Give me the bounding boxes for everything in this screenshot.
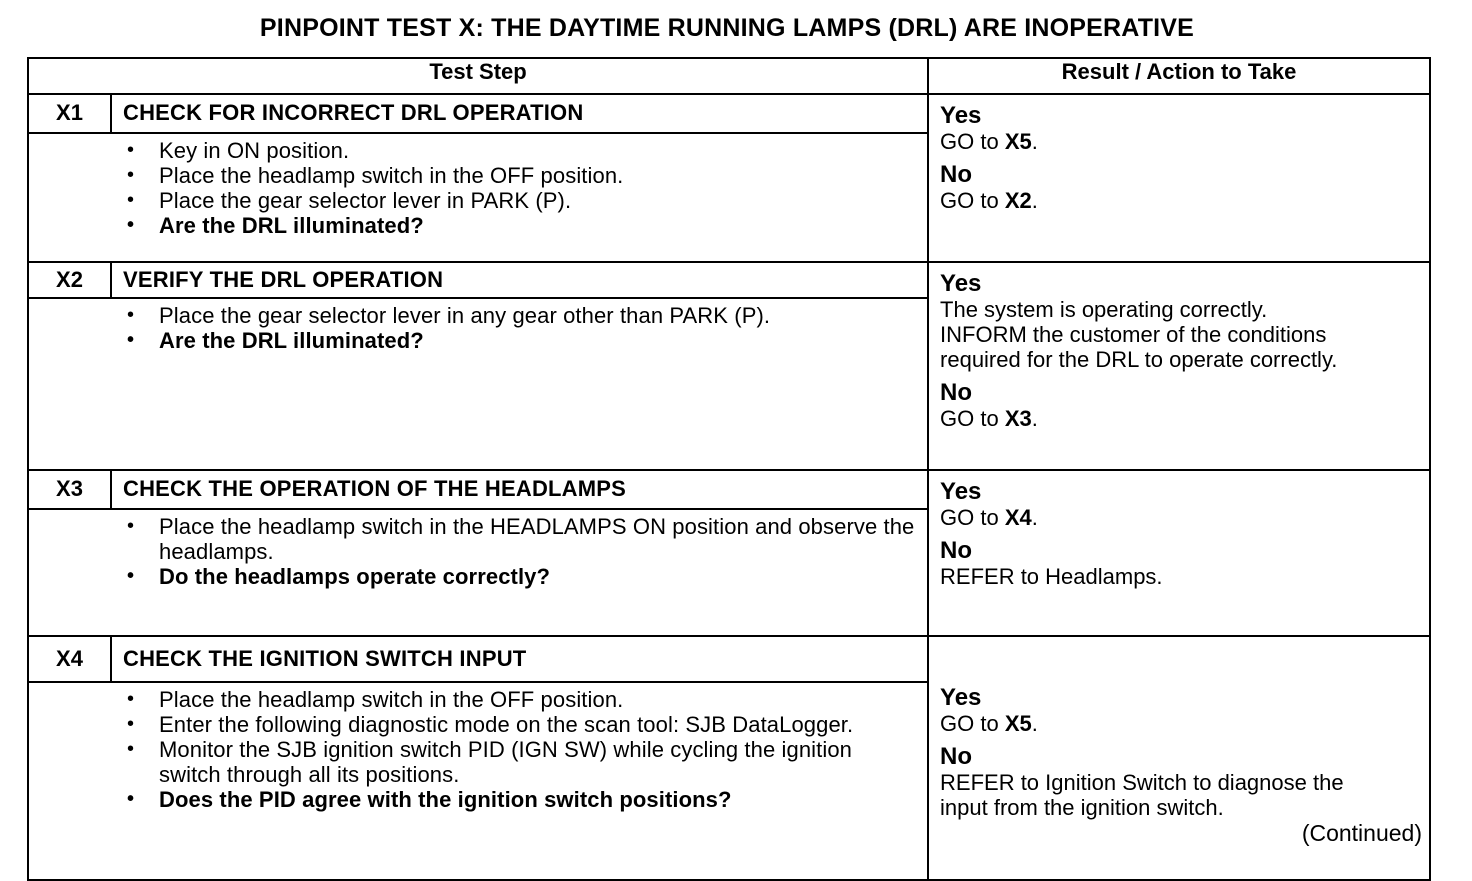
step-reference: X4 <box>1004 505 1032 530</box>
no-label: No <box>940 537 973 564</box>
instruction-question: • Are the DRL illuminated? <box>119 328 917 353</box>
instruction-list <box>119 138 917 238</box>
instruction-item: • Place the headlamp switch in the OFF position. <box>119 163 917 188</box>
instruction-item: • Monitor the SJB ignition switch PID (IGN SW) while cycling the ignition switch through all its positions. <box>119 737 917 787</box>
step-id: X4 <box>28 636 111 682</box>
header-test-step: Test Step <box>28 58 928 94</box>
no-action: GO to X2. <box>940 188 1038 213</box>
instruction-list-cell <box>111 682 928 880</box>
page-title: PINPOINT TEST X: THE DAYTIME RUNNING LAMPS (DRL) ARE INOPERATIVE <box>259 14 1195 42</box>
instruction-question: • Do the headlamps operate correctly? <box>119 564 917 589</box>
instruction-item: • Enter the following diagnostic mode on the scan tool: SJB DataLogger. <box>119 712 917 737</box>
yes-label: Yes <box>940 102 982 129</box>
step-row-x1 <box>28 94 1430 133</box>
header-result: Result / Action to Take <box>928 58 1430 94</box>
instruction-list-cell <box>111 509 928 636</box>
result-cell <box>928 262 1430 470</box>
yes-action: The system is operating correctly. INFORM the customer of the conditions required for the DRL to operate correctly. <box>940 297 1338 372</box>
no-label: No <box>940 379 973 406</box>
instruction-item: • Key in ON position. <box>119 138 917 163</box>
instruction-question: • Are the DRL illuminated? <box>119 213 917 238</box>
instruction-question: • Does the PID agree with the ignition switch positions? <box>119 787 917 812</box>
step-row-x3 <box>28 470 1430 509</box>
step-id: X1 <box>28 94 111 133</box>
step-reference: X2 <box>1004 188 1032 213</box>
instruction-item: • Place the headlamp switch in the HEADLAMPS ON position and observe the headlamps. <box>119 514 917 564</box>
result-cell <box>928 94 1430 262</box>
step-reference: X3 <box>1004 406 1032 431</box>
table-header-row <box>28 58 1430 94</box>
yes-label: Yes <box>940 270 982 297</box>
instruction-list-cell <box>111 298 928 470</box>
step-row-x4 <box>28 636 1430 682</box>
step-heading: CHECK THE IGNITION SWITCH INPUT <box>111 636 928 682</box>
yes-label: Yes <box>940 478 982 505</box>
yes-action: GO to X5. <box>940 711 1038 736</box>
step-reference: X5 <box>1004 129 1032 154</box>
instruction-list <box>119 303 917 353</box>
step-heading: VERIFY THE DRL OPERATION <box>111 262 928 298</box>
no-action: REFER to Ignition Switch to diagnose the input from the ignition switch. <box>940 770 1344 820</box>
step-reference: X5 <box>1004 711 1032 736</box>
instruction-item: • Place the headlamp switch in the OFF position. <box>119 687 917 712</box>
instruction-list-cell <box>111 133 928 262</box>
step-id: X3 <box>28 470 111 509</box>
yes-action: GO to X5. <box>940 129 1038 154</box>
no-label: No <box>940 743 973 770</box>
result-cell <box>928 470 1430 636</box>
yes-label: Yes <box>940 684 982 711</box>
instruction-list <box>119 514 917 589</box>
no-label: No <box>940 161 973 188</box>
instruction-item: • Place the gear selector lever in PARK (P). <box>119 188 917 213</box>
no-action: REFER to Headlamps. <box>940 564 1163 589</box>
step-heading: CHECK THE OPERATION OF THE HEADLAMPS <box>111 470 928 509</box>
step-id: X2 <box>28 262 111 298</box>
pinpoint-test-table <box>27 57 1431 881</box>
instruction-list <box>119 687 917 812</box>
no-action: GO to X3. <box>940 406 1038 431</box>
yes-action: GO to X4. <box>940 505 1038 530</box>
continued-note: (Continued) <box>1301 820 1422 846</box>
step-row-x2 <box>28 262 1430 298</box>
step-heading: CHECK FOR INCORRECT DRL OPERATION <box>111 94 928 133</box>
instruction-item: • Place the gear selector lever in any gear other than PARK (P). <box>119 303 917 328</box>
